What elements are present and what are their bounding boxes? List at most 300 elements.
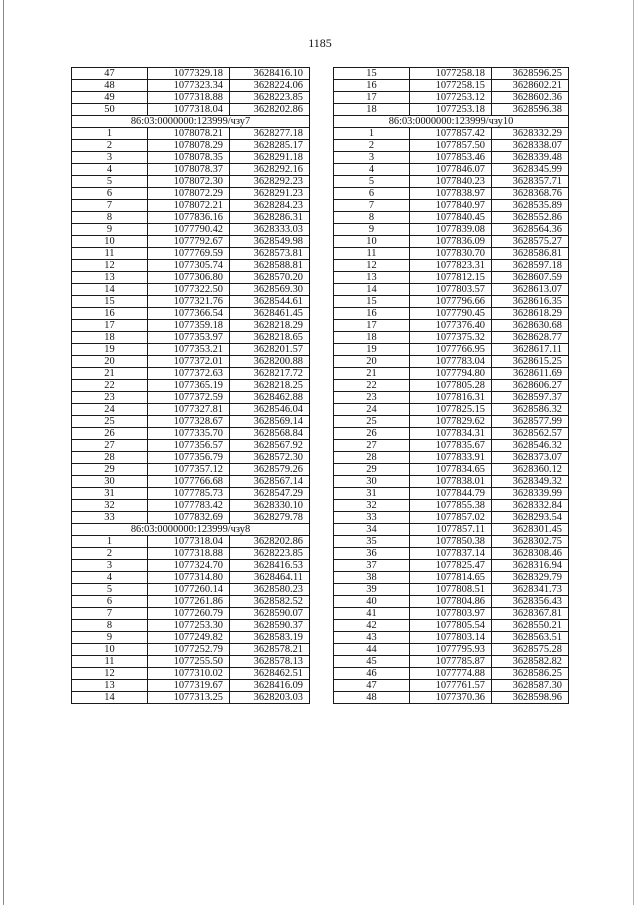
point-number: 29	[334, 464, 410, 476]
point-number: 28	[334, 452, 410, 464]
point-number: 34	[334, 524, 410, 536]
x-coordinate: 1077823.31	[410, 260, 492, 272]
table-row	[334, 320, 569, 332]
y-coordinate: 3628279.78	[230, 512, 310, 524]
point-number: 26	[72, 428, 148, 440]
table-row	[72, 68, 310, 80]
y-coordinate: 3628368.76	[492, 188, 569, 200]
table-row	[334, 200, 569, 212]
point-number: 11	[334, 248, 410, 260]
x-coordinate: 1077830.70	[410, 248, 492, 260]
point-number: 4	[72, 164, 148, 176]
point-number: 32	[72, 500, 148, 512]
table-row	[334, 380, 569, 392]
point-number: 27	[334, 440, 410, 452]
y-coordinate: 3628596.25	[492, 68, 569, 80]
table-row	[72, 512, 310, 524]
table-row	[72, 320, 310, 332]
x-coordinate: 1077837.14	[410, 548, 492, 560]
x-coordinate: 1077857.50	[410, 140, 492, 152]
point-number: 13	[72, 272, 148, 284]
x-coordinate: 1077372.59	[148, 392, 230, 404]
x-coordinate: 1077846.07	[410, 164, 492, 176]
table-row	[334, 308, 569, 320]
table-row	[334, 452, 569, 464]
x-coordinate: 1077357.12	[148, 464, 230, 476]
point-number: 29	[72, 464, 148, 476]
x-coordinate: 1077366.54	[148, 308, 230, 320]
x-coordinate: 1078078.29	[148, 140, 230, 152]
table-row	[334, 656, 569, 668]
y-coordinate: 3628616.35	[492, 296, 569, 308]
x-coordinate: 1077838.97	[410, 188, 492, 200]
table-row	[72, 404, 310, 416]
parcel-header-row	[72, 524, 310, 536]
point-number: 33	[334, 512, 410, 524]
table-row	[334, 608, 569, 620]
y-coordinate: 3628580.23	[230, 584, 310, 596]
table-row	[72, 572, 310, 584]
point-number: 8	[72, 212, 148, 224]
x-coordinate: 1077855.38	[410, 500, 492, 512]
x-coordinate: 1077261.86	[148, 596, 230, 608]
y-coordinate: 3628416.53	[230, 560, 310, 572]
y-coordinate: 3628579.26	[230, 464, 310, 476]
point-number: 1	[334, 128, 410, 140]
point-number: 50	[72, 104, 148, 116]
y-coordinate: 3628367.81	[492, 608, 569, 620]
point-number: 43	[334, 632, 410, 644]
point-number: 21	[334, 368, 410, 380]
table-row	[334, 560, 569, 572]
y-coordinate: 3628628.77	[492, 332, 569, 344]
table-row	[334, 428, 569, 440]
point-number: 12	[334, 260, 410, 272]
x-coordinate: 1077766.68	[148, 476, 230, 488]
x-coordinate: 1077853.46	[410, 152, 492, 164]
y-coordinate: 3628597.37	[492, 392, 569, 404]
point-number: 3	[334, 152, 410, 164]
table-row	[72, 440, 310, 452]
table-row	[72, 188, 310, 200]
point-number: 5	[72, 176, 148, 188]
x-coordinate: 1077816.31	[410, 392, 492, 404]
x-coordinate: 1077260.79	[148, 608, 230, 620]
point-number: 15	[72, 296, 148, 308]
table-row	[334, 440, 569, 452]
point-number: 2	[72, 140, 148, 152]
x-coordinate: 1077306.80	[148, 272, 230, 284]
table-row	[72, 500, 310, 512]
y-coordinate: 3628597.18	[492, 260, 569, 272]
point-number: 45	[334, 656, 410, 668]
point-number: 9	[72, 224, 148, 236]
table-row	[72, 620, 310, 632]
x-coordinate: 1077840.23	[410, 176, 492, 188]
y-coordinate: 3628218.29	[230, 320, 310, 332]
point-number: 48	[72, 80, 148, 92]
x-coordinate: 1077260.14	[148, 584, 230, 596]
y-coordinate: 3628201.57	[230, 344, 310, 356]
y-coordinate: 3628535.89	[492, 200, 569, 212]
table-row	[334, 164, 569, 176]
x-coordinate: 1077840.45	[410, 212, 492, 224]
point-number: 22	[334, 380, 410, 392]
x-coordinate: 1077834.65	[410, 464, 492, 476]
y-coordinate: 3628223.85	[230, 92, 310, 104]
y-coordinate: 3628293.54	[492, 512, 569, 524]
table-row	[334, 548, 569, 560]
x-coordinate: 1077321.76	[148, 296, 230, 308]
y-coordinate: 3628567.92	[230, 440, 310, 452]
y-coordinate: 3628339.99	[492, 488, 569, 500]
x-coordinate: 1078072.21	[148, 200, 230, 212]
point-number: 27	[72, 440, 148, 452]
table-row	[334, 260, 569, 272]
point-number: 23	[72, 392, 148, 404]
table-row	[72, 476, 310, 488]
y-coordinate: 3628618.29	[492, 308, 569, 320]
y-coordinate: 3628217.72	[230, 368, 310, 380]
y-coordinate: 3628587.30	[492, 680, 569, 692]
table-row	[72, 668, 310, 680]
point-number: 19	[334, 344, 410, 356]
x-coordinate: 1077857.42	[410, 128, 492, 140]
point-number: 16	[334, 80, 410, 92]
x-coordinate: 1077774.88	[410, 668, 492, 680]
table-row	[334, 644, 569, 656]
table-row	[334, 80, 569, 92]
y-coordinate: 3628546.32	[492, 440, 569, 452]
y-coordinate: 3628333.03	[230, 224, 310, 236]
x-coordinate: 1077857.02	[410, 512, 492, 524]
table-row	[72, 368, 310, 380]
point-number: 25	[334, 416, 410, 428]
y-coordinate: 3628611.69	[492, 368, 569, 380]
x-coordinate: 1077836.16	[148, 212, 230, 224]
point-number: 7	[72, 608, 148, 620]
table-row	[72, 272, 310, 284]
table-row	[334, 680, 569, 692]
x-coordinate: 1078078.37	[148, 164, 230, 176]
table-row	[334, 104, 569, 116]
x-coordinate: 1077318.04	[148, 536, 230, 548]
x-coordinate: 1077305.74	[148, 260, 230, 272]
point-number: 9	[72, 632, 148, 644]
x-coordinate: 1078072.30	[148, 176, 230, 188]
x-coordinate: 1077829.62	[410, 416, 492, 428]
table-row	[334, 512, 569, 524]
y-coordinate: 3628575.27	[492, 236, 569, 248]
point-number: 18	[334, 104, 410, 116]
table-row	[72, 224, 310, 236]
table-row	[334, 284, 569, 296]
y-coordinate: 3628590.07	[230, 608, 310, 620]
x-coordinate: 1077783.04	[410, 356, 492, 368]
table-row	[334, 176, 569, 188]
y-coordinate: 3628583.19	[230, 632, 310, 644]
point-number: 49	[72, 92, 148, 104]
table-row	[334, 188, 569, 200]
x-coordinate: 1077370.36	[410, 692, 492, 704]
x-coordinate: 1077356.57	[148, 440, 230, 452]
table-row	[334, 596, 569, 608]
y-coordinate: 3628573.81	[230, 248, 310, 260]
table-row	[72, 560, 310, 572]
x-coordinate: 1077353.97	[148, 332, 230, 344]
point-number: 32	[334, 500, 410, 512]
table-row	[72, 164, 310, 176]
table-row	[72, 200, 310, 212]
y-coordinate: 3628572.30	[230, 452, 310, 464]
y-coordinate: 3628567.14	[230, 476, 310, 488]
y-coordinate: 3628292.16	[230, 164, 310, 176]
y-coordinate: 3628577.99	[492, 416, 569, 428]
y-coordinate: 3628569.30	[230, 284, 310, 296]
point-number: 25	[72, 416, 148, 428]
x-coordinate: 1078078.21	[148, 128, 230, 140]
table-row	[334, 92, 569, 104]
y-coordinate: 3628575.28	[492, 644, 569, 656]
x-coordinate: 1077790.42	[148, 224, 230, 236]
y-coordinate: 3628202.86	[230, 536, 310, 548]
point-number: 48	[334, 692, 410, 704]
x-coordinate: 1077322.50	[148, 284, 230, 296]
y-coordinate: 3628550.21	[492, 620, 569, 632]
y-coordinate: 3628332.84	[492, 500, 569, 512]
table-row	[334, 632, 569, 644]
y-coordinate: 3628569.14	[230, 416, 310, 428]
x-coordinate: 1077327.81	[148, 404, 230, 416]
table-row	[72, 428, 310, 440]
point-number: 9	[334, 224, 410, 236]
y-coordinate: 3628586.81	[492, 248, 569, 260]
y-coordinate: 3628338.07	[492, 140, 569, 152]
table-row	[334, 488, 569, 500]
x-coordinate: 1077825.15	[410, 404, 492, 416]
table-row	[72, 128, 310, 140]
table-row	[72, 260, 310, 272]
point-number: 24	[72, 404, 148, 416]
x-coordinate: 1077785.87	[410, 656, 492, 668]
table-row	[72, 80, 310, 92]
scan-edge-right	[633, 0, 634, 905]
y-coordinate: 3628563.51	[492, 632, 569, 644]
y-coordinate: 3628203.03	[230, 692, 310, 704]
point-number: 21	[72, 368, 148, 380]
table-row	[72, 92, 310, 104]
y-coordinate: 3628332.29	[492, 128, 569, 140]
y-coordinate: 3628570.20	[230, 272, 310, 284]
table-row	[334, 332, 569, 344]
point-number: 35	[334, 536, 410, 548]
table-row	[72, 236, 310, 248]
y-coordinate: 3628464.11	[230, 572, 310, 584]
point-number: 23	[334, 392, 410, 404]
point-number: 6	[72, 188, 148, 200]
x-coordinate: 1077769.59	[148, 248, 230, 260]
parcel-id: 86:03:0000000:123999/чзу8	[72, 524, 310, 536]
point-number: 33	[72, 512, 148, 524]
y-coordinate: 3628373.07	[492, 452, 569, 464]
table-row	[72, 644, 310, 656]
x-coordinate: 1077761.57	[410, 680, 492, 692]
y-coordinate: 3628302.75	[492, 536, 569, 548]
table-row	[72, 104, 310, 116]
y-coordinate: 3628590.37	[230, 620, 310, 632]
x-coordinate: 1077313.25	[148, 692, 230, 704]
point-number: 30	[72, 476, 148, 488]
table-row	[72, 392, 310, 404]
y-coordinate: 3628339.48	[492, 152, 569, 164]
point-number: 38	[334, 572, 410, 584]
x-coordinate: 1078072.29	[148, 188, 230, 200]
point-number: 12	[72, 260, 148, 272]
table-row	[72, 416, 310, 428]
y-coordinate: 3628582.52	[230, 596, 310, 608]
table-row	[72, 332, 310, 344]
y-coordinate: 3628586.32	[492, 404, 569, 416]
y-coordinate: 3628360.12	[492, 464, 569, 476]
point-number: 4	[334, 164, 410, 176]
x-coordinate: 1077790.45	[410, 308, 492, 320]
coordinates-table-left	[71, 67, 310, 704]
point-number: 39	[334, 584, 410, 596]
y-coordinate: 3628549.98	[230, 236, 310, 248]
x-coordinate: 1077804.86	[410, 596, 492, 608]
table-row	[334, 152, 569, 164]
point-number: 18	[72, 332, 148, 344]
x-coordinate: 1077785.73	[148, 488, 230, 500]
point-number: 17	[334, 92, 410, 104]
x-coordinate: 1077375.32	[410, 332, 492, 344]
x-coordinate: 1077356.79	[148, 452, 230, 464]
parcel-id: 86:03:0000000:123999/чзу10	[334, 116, 569, 128]
x-coordinate: 1077839.08	[410, 224, 492, 236]
y-coordinate: 3628329.79	[492, 572, 569, 584]
y-coordinate: 3628356.43	[492, 596, 569, 608]
x-coordinate: 1077323.34	[148, 80, 230, 92]
table-row	[334, 668, 569, 680]
y-coordinate: 3628341.73	[492, 584, 569, 596]
x-coordinate: 1077814.65	[410, 572, 492, 584]
table-row	[72, 212, 310, 224]
point-number: 41	[334, 608, 410, 620]
table-row	[334, 68, 569, 80]
point-number: 31	[334, 488, 410, 500]
x-coordinate: 1077258.15	[410, 80, 492, 92]
table-row	[334, 392, 569, 404]
x-coordinate: 1077319.67	[148, 680, 230, 692]
x-coordinate: 1077783.42	[148, 500, 230, 512]
y-coordinate: 3628416.10	[230, 68, 310, 80]
parcel-id: 86:03:0000000:123999/чзу7	[72, 116, 310, 128]
point-number: 15	[334, 296, 410, 308]
x-coordinate: 1077805.54	[410, 620, 492, 632]
x-coordinate: 1077255.50	[148, 656, 230, 668]
x-coordinate: 1077318.04	[148, 104, 230, 116]
y-coordinate: 3628462.51	[230, 668, 310, 680]
point-number: 8	[72, 620, 148, 632]
x-coordinate: 1077253.30	[148, 620, 230, 632]
y-coordinate: 3628218.25	[230, 380, 310, 392]
x-coordinate: 1077844.79	[410, 488, 492, 500]
x-coordinate: 1077253.18	[410, 104, 492, 116]
point-number: 47	[72, 68, 148, 80]
point-number: 10	[334, 236, 410, 248]
point-number: 7	[334, 200, 410, 212]
y-coordinate: 3628224.06	[230, 80, 310, 92]
point-number: 7	[72, 200, 148, 212]
x-coordinate: 1077372.01	[148, 356, 230, 368]
y-coordinate: 3628284.23	[230, 200, 310, 212]
table-row	[334, 272, 569, 284]
x-coordinate: 1077833.91	[410, 452, 492, 464]
point-number: 44	[334, 644, 410, 656]
point-number: 10	[72, 644, 148, 656]
point-number: 17	[334, 320, 410, 332]
point-number: 37	[334, 560, 410, 572]
point-number: 15	[334, 68, 410, 80]
table-row	[72, 488, 310, 500]
parcel-header-row	[334, 116, 569, 128]
table-row	[72, 296, 310, 308]
x-coordinate: 1077832.69	[148, 512, 230, 524]
y-coordinate: 3628202.86	[230, 104, 310, 116]
point-number: 40	[334, 596, 410, 608]
y-coordinate: 3628223.85	[230, 548, 310, 560]
table-row	[334, 584, 569, 596]
x-coordinate: 1078078.35	[148, 152, 230, 164]
table-row	[334, 224, 569, 236]
point-number: 19	[72, 344, 148, 356]
table-row	[334, 404, 569, 416]
x-coordinate: 1077359.18	[148, 320, 230, 332]
y-coordinate: 3628607.59	[492, 272, 569, 284]
x-coordinate: 1077253.12	[410, 92, 492, 104]
table-row	[334, 128, 569, 140]
y-coordinate: 3628582.82	[492, 656, 569, 668]
table-row	[72, 152, 310, 164]
point-number: 20	[72, 356, 148, 368]
x-coordinate: 1077328.67	[148, 416, 230, 428]
table-row	[72, 548, 310, 560]
point-number: 24	[334, 404, 410, 416]
point-number: 14	[72, 284, 148, 296]
y-coordinate: 3628301.45	[492, 524, 569, 536]
table-row	[72, 464, 310, 476]
point-number: 20	[334, 356, 410, 368]
y-coordinate: 3628546.04	[230, 404, 310, 416]
y-coordinate: 3628564.36	[492, 224, 569, 236]
x-coordinate: 1077825.47	[410, 560, 492, 572]
table-row	[72, 176, 310, 188]
point-number: 10	[72, 236, 148, 248]
y-coordinate: 3628568.84	[230, 428, 310, 440]
y-coordinate: 3628292.23	[230, 176, 310, 188]
table-row	[334, 500, 569, 512]
table-row	[334, 236, 569, 248]
point-number: 2	[72, 548, 148, 560]
x-coordinate: 1077794.80	[410, 368, 492, 380]
x-coordinate: 1077766.95	[410, 344, 492, 356]
y-coordinate: 3628578.21	[230, 644, 310, 656]
point-number: 1	[72, 536, 148, 548]
y-coordinate: 3628330.10	[230, 500, 310, 512]
x-coordinate: 1077252.79	[148, 644, 230, 656]
x-coordinate: 1077329.18	[148, 68, 230, 80]
table-row	[334, 140, 569, 152]
